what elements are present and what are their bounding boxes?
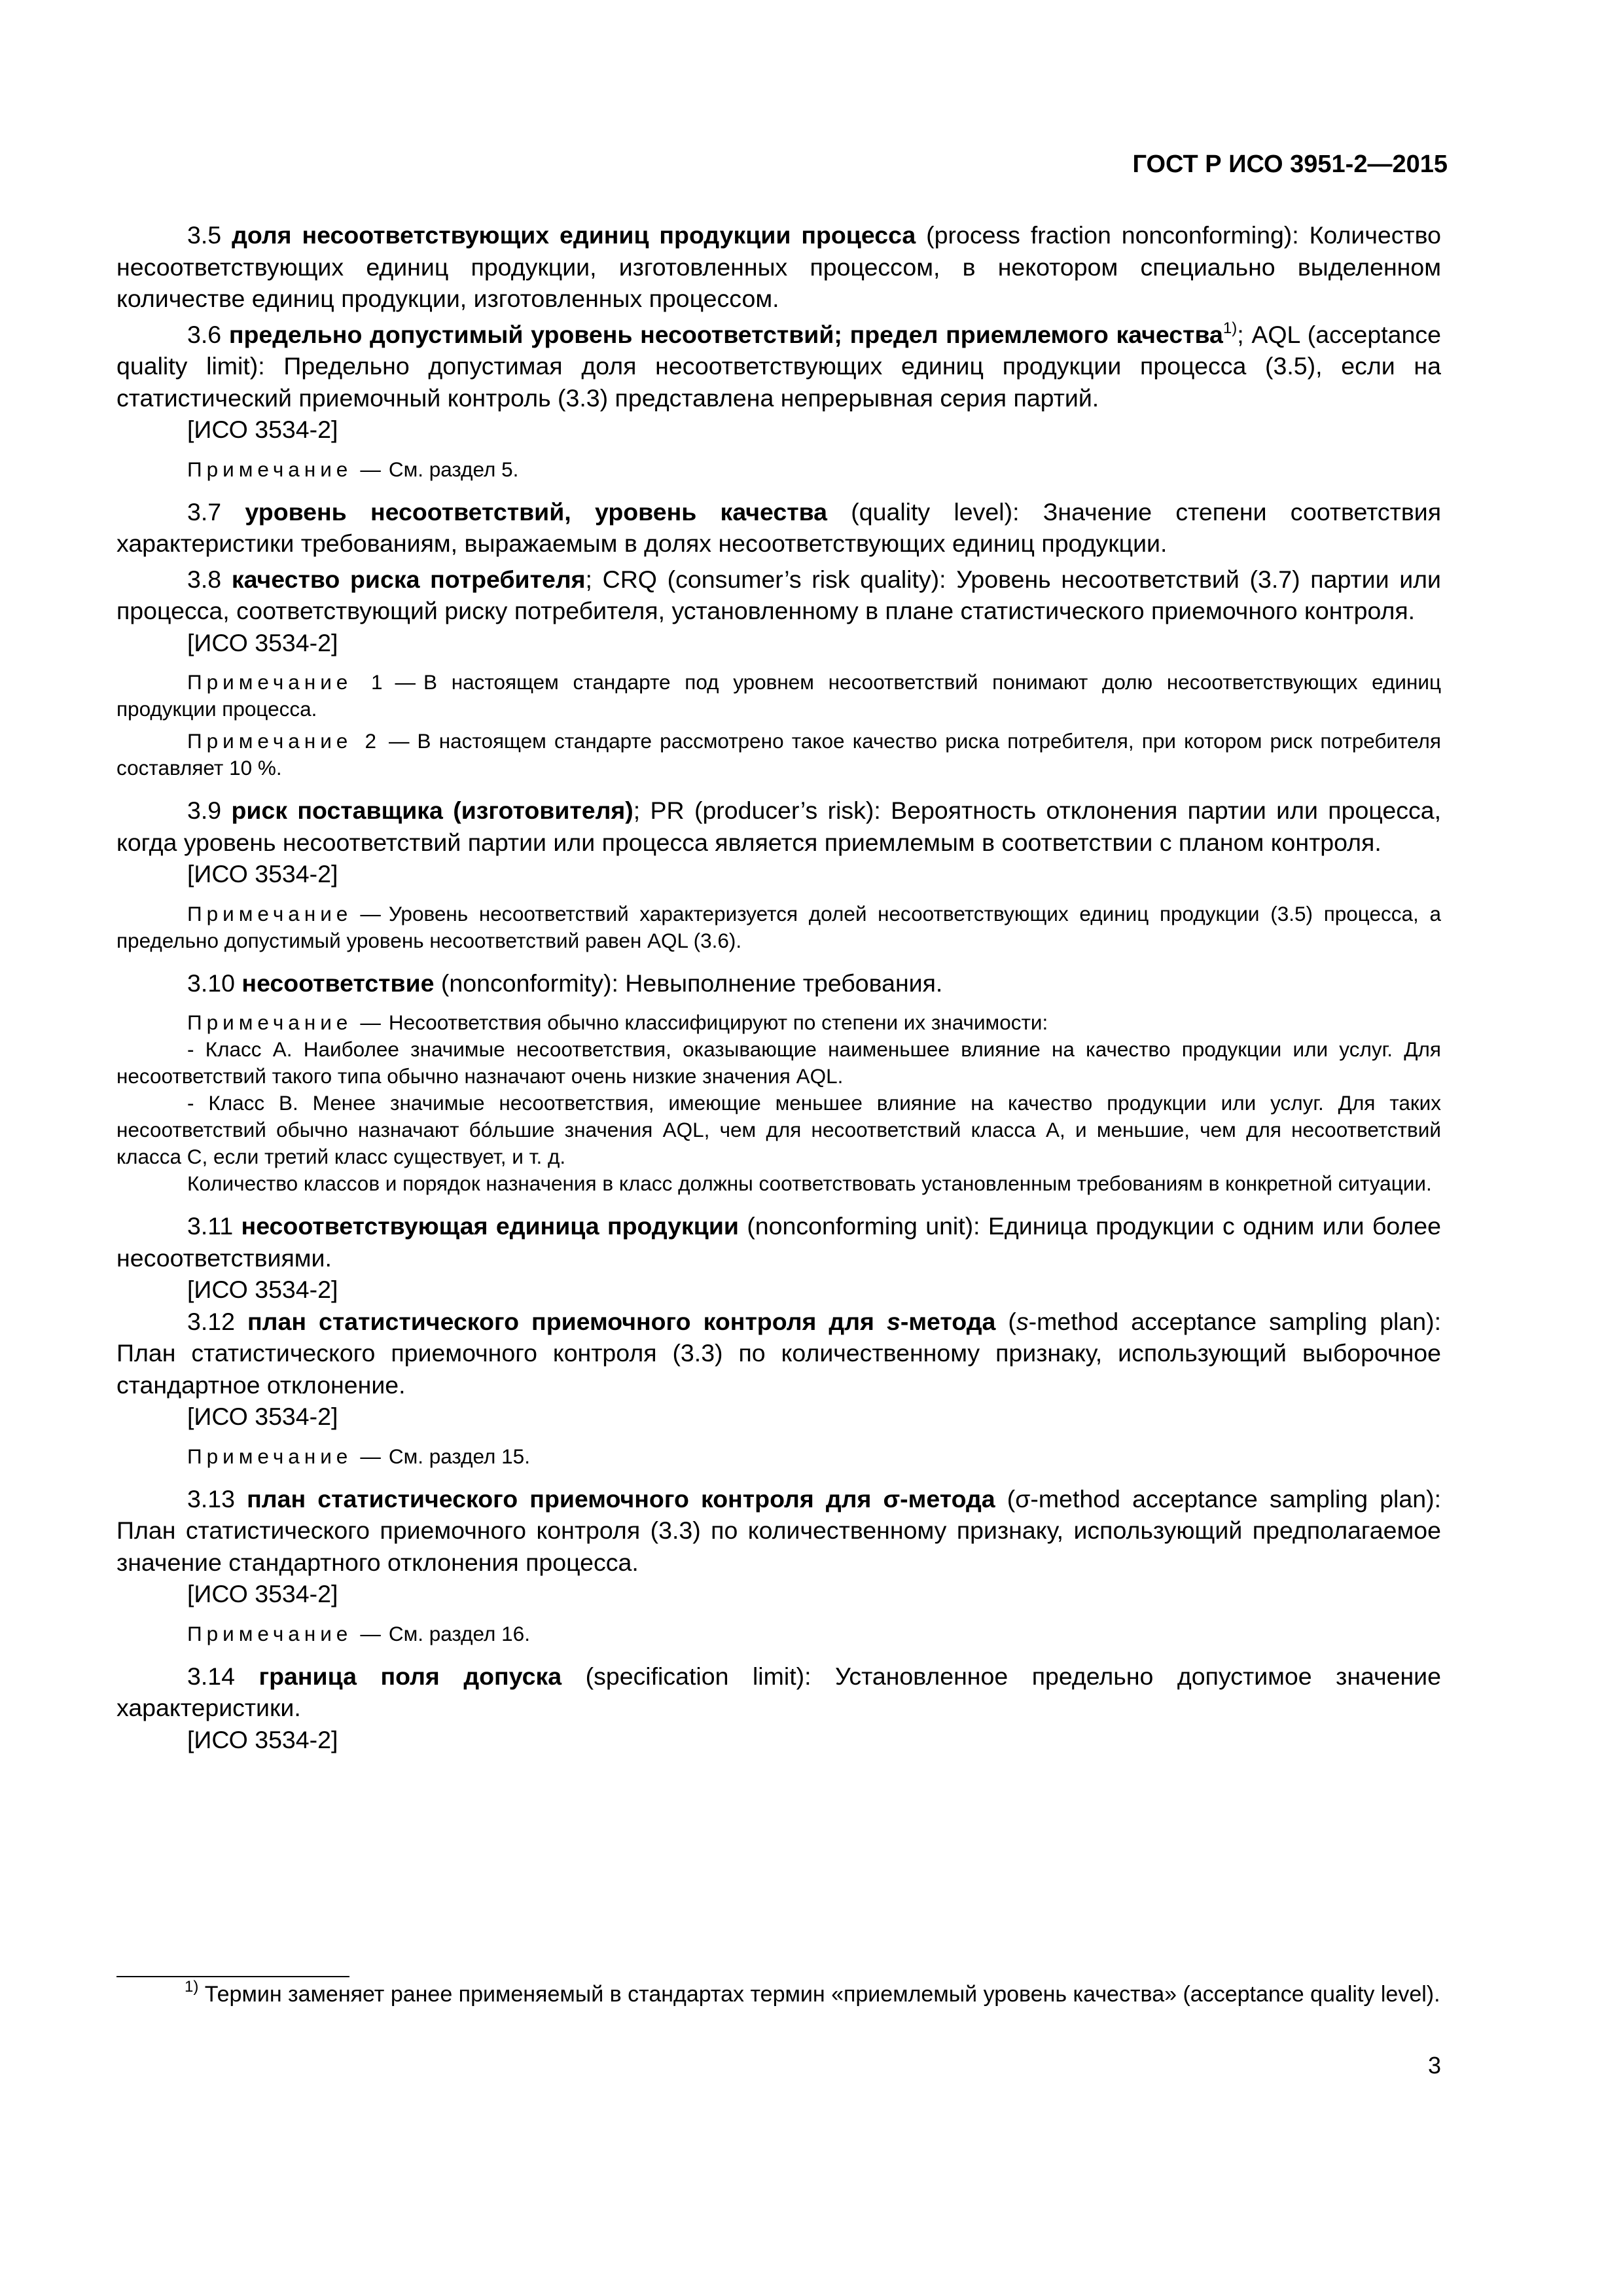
source-reference: [ИСО 3534-2] xyxy=(187,1276,338,1303)
term-3-10 xyxy=(116,967,1441,999)
source-reference: [ИСО 3534-2] xyxy=(187,1725,338,1753)
note-label: Примечание xyxy=(187,1444,353,1468)
term-title-part: план статистического приемочного контроля для xyxy=(247,1307,887,1335)
term-definition: (σ-method acceptance sampling plan): План статистического приемочного контроля (3.3) по количественному признаку, использующий предполагаемое значение стандартного отклонения процесса. xyxy=(116,1484,1442,1576)
source-reference: [ИСО 3534-2] xyxy=(187,1580,338,1607)
note-label: Примечание xyxy=(187,1011,353,1034)
term-number: 3.9 xyxy=(187,797,222,824)
note-1: Примечание 1 — В настоящем стандарте под уровнем несоответствий понимают долю несоответствующих единиц продукции процесса. xyxy=(116,670,1441,721)
footnote-marker: 1) xyxy=(185,1978,199,1996)
note: Примечание — См. раздел 5. xyxy=(187,457,519,481)
note-text: См. раздел 5. xyxy=(388,457,519,481)
note-item-class-a: - Класс А. Наиболее значимые несоответствия, оказывающие наименьшее влияние на качество продукции или услуг. Для несоответствий такого типа обычно назначают очень низкие значения AQL. xyxy=(116,1037,1441,1088)
term-3-14 xyxy=(116,1660,1441,1724)
term-definition: (specification limit): Установленное предельно допустимое значение характеристики. xyxy=(116,1662,1441,1721)
note-text: См. раздел 16. xyxy=(388,1621,530,1645)
note-intro: Примечание — Несоответствия обычно классифицируют по степени их значимости: xyxy=(187,1011,1048,1034)
term-number: 3.8 xyxy=(187,565,222,593)
note-text: В настоящем стандарте рассмотрено такое качество риска потребителя, при котором риск потребителя составляет 10 %. xyxy=(116,729,1441,780)
term-definition: (quality level): Значение степени соответствия характеристики требованиям, выражаемым в долях несоответствующих единиц продукции. xyxy=(116,497,1442,557)
term-3-8 xyxy=(116,564,1441,627)
source-reference: [ИСО 3534-2] xyxy=(187,860,338,888)
term-number: 3.11 xyxy=(187,1212,234,1240)
term-3-5 xyxy=(116,219,1441,315)
note: Примечание — См. раздел 15. xyxy=(187,1444,530,1468)
source-reference: [ИСО 3534-2] xyxy=(187,1403,338,1430)
term-definition-part: ( xyxy=(995,1307,1016,1335)
term-number: 3.5 xyxy=(187,221,222,249)
term-3-12 xyxy=(116,1306,1441,1401)
term-title: доля несоответствующих единиц продукции процесса xyxy=(232,221,916,249)
term-3-7 xyxy=(116,496,1441,560)
term-title: несоответствие xyxy=(241,969,435,997)
term-number: 3.6 xyxy=(187,320,222,348)
term-definition: (nonconforming unit): Единица продукции с одним или более несоответствиями. xyxy=(116,1212,1442,1272)
term-3-9 xyxy=(116,795,1441,858)
note-text: В настоящем стандарте под уровнем несоответствий понимают долю несоответствующих единиц продукции процесса. xyxy=(116,670,1441,721)
term-definition: ; AQL (acceptance quality limit): Предельно допустимая доля несоответствующих единиц продукции процесса (3.5), если на статистический приемочный контроль (3.3) представлена непрерывная серия партий. xyxy=(116,320,1441,412)
standard-header: ГОСТ Р ИСО 3951-2—2015 xyxy=(1132,151,1448,178)
term-definition-italic: s xyxy=(1016,1307,1029,1335)
term-title: риск поставщика (изготовителя) xyxy=(231,797,633,824)
note-2: Примечание 2 — В настоящем стандарте рассмотрено такое качество риска потребителя, при котором риск потребителя составляет 10 %. xyxy=(116,729,1441,780)
term-number: 3.10 xyxy=(187,969,235,997)
term-title: несоответствующая единица продукции xyxy=(241,1212,739,1240)
note: Примечание — См. раздел 16. xyxy=(187,1621,530,1645)
term-definition: ; PR (producer’s risk): Вероятность отклонения партии или процесса, когда уровень несоответствий партии или процесса является приемлемым в соответствии с планом контроля. xyxy=(116,797,1441,856)
note-text: См. раздел 15. xyxy=(388,1444,530,1468)
footnote-body: Термин заменяет ранее применяемый в стандартах термин «приемлемый уровень качества» (acceptance quality level). xyxy=(198,1982,1440,2007)
term-title: качество риска потребителя xyxy=(231,565,586,593)
footnote-marker: 1) xyxy=(1222,319,1238,337)
note-classification xyxy=(116,1009,1441,1197)
note-text: Несоответствия обычно классифицируют по степени их значимости: xyxy=(388,1011,1048,1034)
term-3-11 xyxy=(116,1210,1441,1274)
term-definition: (nonconformity): Невыполнение требования. xyxy=(434,969,943,997)
note-item-class-b: - Класс В. Менее значимые несоответствия, имеющие меньшее влияние на качество продукции или услуг. Для таких несоответствий обычно назначают бóльшие значения AQL, чем для несоответствий класса А, и меньшие, чем для несоответствий класса С, если третий класс существует, и т. д. xyxy=(116,1091,1441,1168)
footnote-separator xyxy=(116,1976,349,1977)
note-label: Примечание 1 xyxy=(187,670,387,694)
definitions-body xyxy=(116,219,1441,1755)
term-3-13 xyxy=(116,1483,1441,1579)
term-title: предельно допустимый уровень несоответствий; предел приемлемого качества xyxy=(228,320,1223,348)
term-definition: ; CRQ (consumer’s risk quality): Уровень несоответствий (3.7) партии или процесса, соответствующий риску потребителя, установленному в плане статистического приемочного контроля. xyxy=(116,565,1442,624)
source-reference: [ИСО 3534-2] xyxy=(187,628,338,656)
note-label: Примечание xyxy=(187,457,353,481)
term-number: 3.13 xyxy=(187,1484,235,1513)
note-text: Уровень несоответствий характеризуется долей несоответствующих единиц продукции (3.5) процесса, а предельно допустимый уровень несоответствий равен AQL (3.6). xyxy=(116,901,1441,952)
term-number: 3.12 xyxy=(187,1307,235,1335)
term-3-6 xyxy=(116,319,1441,414)
term-title: граница поля допуска xyxy=(259,1662,562,1690)
term-title: план статистического приемочного контроля для σ-метода xyxy=(247,1484,995,1513)
term-definition: (process fraction nonconforming): Количество несоответствующих единиц продукции, изготовленных процессом, в некотором специально выделенном количестве единиц продукции, изготовленных процессом. xyxy=(116,221,1441,312)
term-number: 3.7 xyxy=(187,497,222,526)
source-reference: [ИСО 3534-2] xyxy=(187,416,338,443)
term-title: уровень несоответствий, уровень качества xyxy=(245,497,828,526)
page-number: 3 xyxy=(1427,2052,1441,2079)
footnote-text xyxy=(116,1980,1441,2009)
note-label: Примечание xyxy=(187,1621,353,1645)
note-label: Примечание xyxy=(187,901,353,925)
note: Примечание — Уровень несоответствий характеризуется долей несоответствующих единиц продукции (3.5) процесса, а предельно допустимый уровень несоответствий равен AQL (3.6). xyxy=(116,901,1441,952)
footnote xyxy=(116,1980,1441,2009)
note-label: Примечание 2 xyxy=(187,729,382,753)
term-definition-part: -method acceptance sampling plan): План статистического приемочного контроля (3.3) по количественному признаку, использующий выборочное стандартное отклонение. xyxy=(116,1307,1441,1399)
term-title-italic: s xyxy=(886,1307,901,1335)
note-tail: Количество классов и порядок назначения в класс должны соответствовать установленным требованиям в конкретной ситуации. xyxy=(187,1172,1432,1195)
term-number: 3.14 xyxy=(187,1662,235,1690)
term-title-part: -метода xyxy=(900,1307,996,1335)
term-title xyxy=(247,1308,995,1335)
